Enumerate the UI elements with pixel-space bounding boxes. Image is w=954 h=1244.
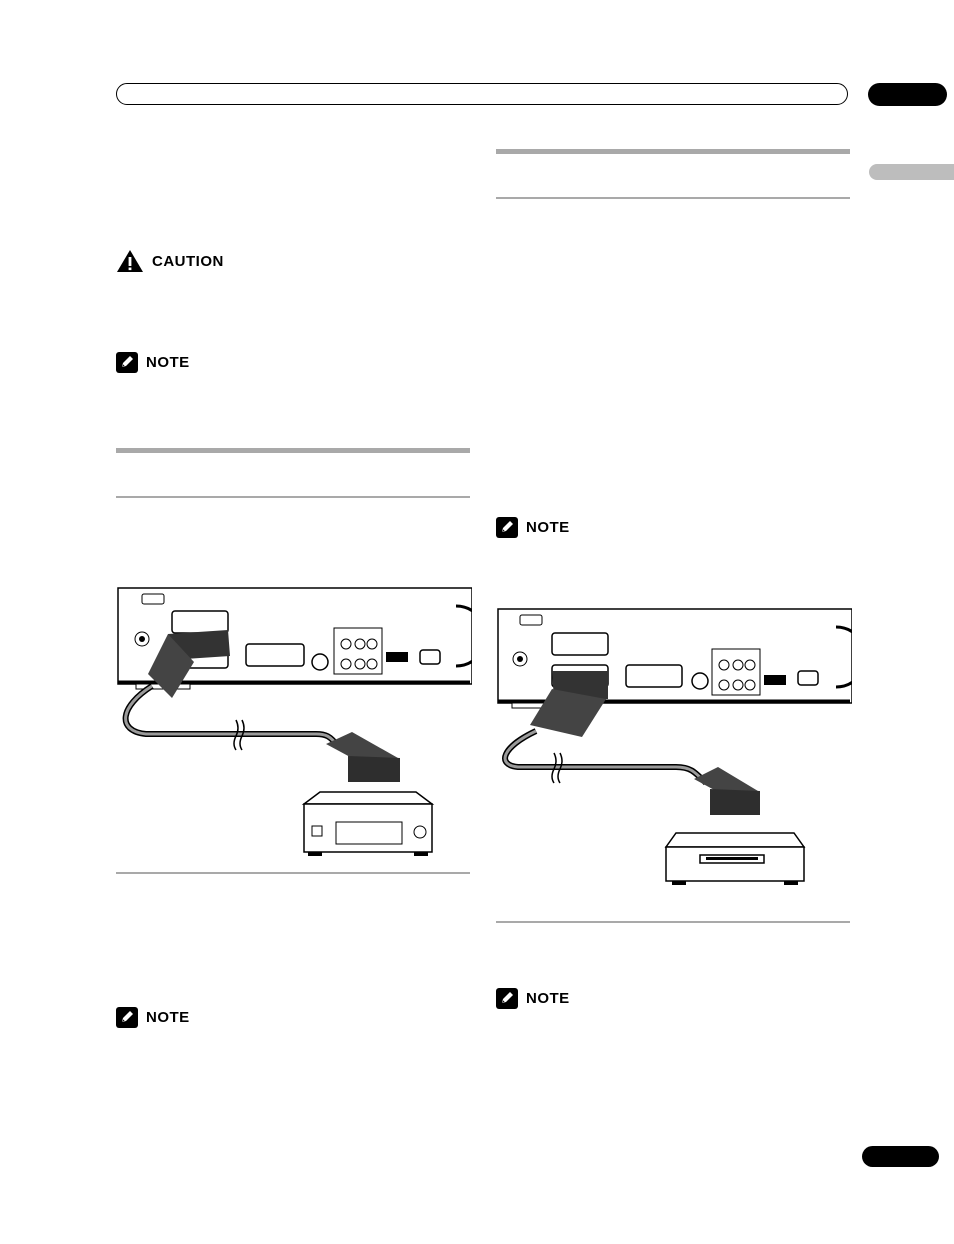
note-label: NOTE bbox=[526, 519, 570, 536]
scart-plug-device bbox=[694, 767, 760, 815]
connection-diagram-receiver bbox=[116, 586, 472, 858]
note-callout-2 bbox=[496, 517, 570, 538]
section-rule-top bbox=[116, 448, 470, 453]
pencil-note-icon bbox=[496, 988, 518, 1009]
section-rule-top-right bbox=[496, 149, 850, 154]
header-bar bbox=[116, 83, 848, 105]
pencil-note-icon bbox=[496, 517, 518, 538]
language-tab bbox=[869, 164, 954, 180]
note-label: NOTE bbox=[526, 990, 570, 1007]
receiver-device bbox=[304, 792, 432, 856]
caution-label: CAUTION bbox=[152, 252, 224, 270]
note-callout-4 bbox=[496, 988, 570, 1009]
caution-callout bbox=[116, 249, 224, 273]
note-label: NOTE bbox=[146, 354, 190, 371]
section-rule-bottom-right bbox=[496, 197, 850, 199]
section-rule-left-lower bbox=[116, 872, 470, 874]
section-rule-right-lower bbox=[496, 921, 850, 923]
pencil-note-icon bbox=[116, 352, 138, 373]
connection-diagram-vcr bbox=[496, 607, 852, 889]
note-callout-1 bbox=[116, 352, 190, 373]
page-number-tab bbox=[862, 1146, 939, 1167]
scart-plug-device bbox=[326, 732, 400, 782]
note-callout-3 bbox=[116, 1007, 190, 1028]
vcr-device bbox=[666, 833, 804, 885]
pencil-note-icon bbox=[116, 1007, 138, 1028]
chapter-tab bbox=[868, 83, 947, 106]
scart-cable bbox=[126, 686, 338, 750]
note-label: NOTE bbox=[146, 1009, 190, 1026]
warning-triangle-icon bbox=[116, 249, 144, 273]
section-rule-bottom bbox=[116, 496, 470, 498]
scart-cable bbox=[505, 731, 706, 783]
